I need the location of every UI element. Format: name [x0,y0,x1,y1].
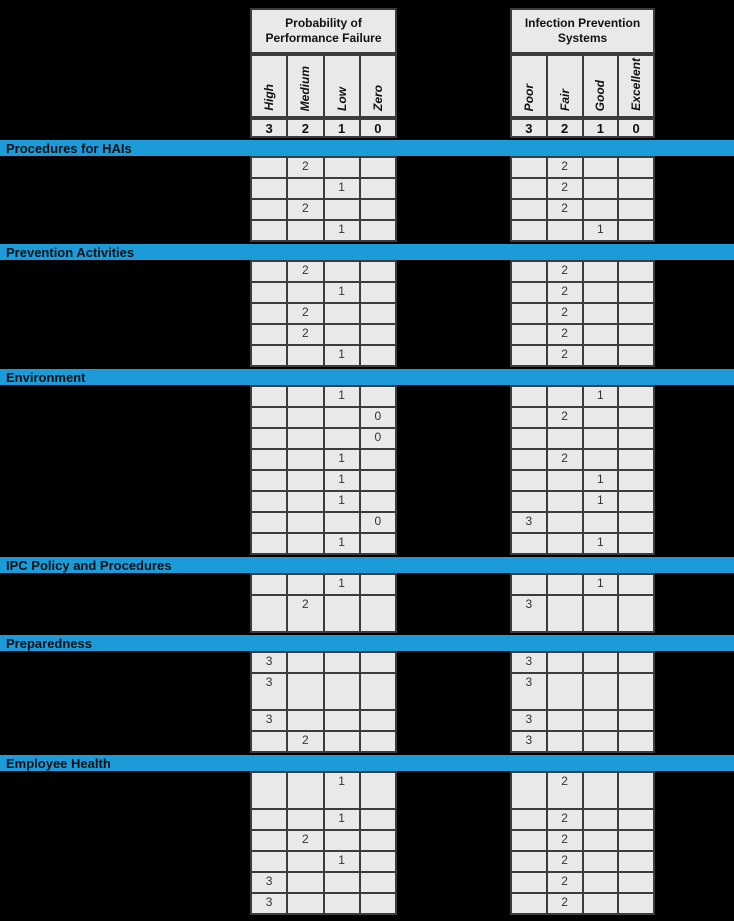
prob-score-cell [288,387,322,406]
ips-score-cell [619,179,653,198]
ips-score-cell [512,773,546,808]
column-gap [397,8,510,54]
prob-score-cell [361,492,395,511]
ips-score-cell: 2 [548,408,582,427]
prob-score-cell [361,852,395,871]
ips-score-cell [548,387,582,406]
prob-score-cell [361,262,395,281]
ips-score-cell [512,221,546,240]
prob-score-cell [252,346,286,365]
prob-score-cell [252,387,286,406]
ips-score-cell [548,596,582,631]
ips-score-cell [619,346,653,365]
ips-score-cell [619,873,653,892]
prob-score-cell [252,408,286,427]
section-rows-procedures-for-hais [0,156,734,242]
prob-failure-group-title: Probability of Performance Failure [250,8,397,54]
ips-score-cell [512,575,546,594]
prob-score-cell [361,304,395,323]
prob-score-cell [325,894,359,913]
ips-score-cell [512,408,546,427]
prob-score-cell [361,158,395,177]
column-score-poor: 3 [512,120,546,136]
prob-score-cell [288,471,322,490]
prob-score-cell: 0 [361,513,395,532]
prob-score-grid [250,118,397,138]
prob-cells-grid [250,385,397,555]
prob-score-cell: 2 [288,200,322,219]
prob-score-cell: 1 [325,346,359,365]
ips-score-cell [548,534,582,553]
prob-score-cell: 1 [325,575,359,594]
section-rows-preparedness [0,651,734,753]
ips-score-cell [512,852,546,871]
prob-score-cell [288,711,322,730]
ips-score-cell: 1 [584,492,618,511]
prob-score-cell [288,534,322,553]
prob-score-cell: 3 [252,674,286,709]
prob-cells-grid [250,771,397,915]
section-rows-environment [0,385,734,555]
ips-score-cell [584,158,618,177]
ips-score-cell [584,262,618,281]
prob-score-cell [288,221,322,240]
ips-score-cell [619,200,653,219]
column-label-fair: Fair [548,56,582,116]
prob-score-cell [361,325,395,344]
prob-score-cell [252,283,286,302]
ips-score-cell [619,674,653,709]
ips-score-cell [619,513,653,532]
prob-score-cell [361,387,395,406]
ips-score-cell [548,429,582,448]
column-score-excellent: 0 [619,120,653,136]
prob-score-cell: 1 [325,283,359,302]
ips-score-cell [584,711,618,730]
prob-score-cell [252,773,286,808]
prob-score-cell: 1 [325,450,359,469]
ips-score-cell: 2 [548,873,582,892]
prob-score-cell [288,283,322,302]
ips-score-cell [619,773,653,808]
ips-score-cell [619,304,653,323]
ips-score-cell: 3 [512,513,546,532]
prob-score-cell [325,408,359,427]
column-label-poor: Poor [512,56,546,116]
ips-cells-grid [510,385,655,555]
prob-score-cell: 1 [325,773,359,808]
ips-score-cell [512,450,546,469]
ips-score-cell [619,732,653,751]
column-score-good: 1 [584,120,618,136]
ips-score-cell [584,852,618,871]
ips-score-cell: 2 [548,179,582,198]
ips-score-cell [619,711,653,730]
prob-score-cell [288,492,322,511]
ips-score-cell: 2 [548,200,582,219]
prob-score-cell: 2 [288,262,322,281]
row-label-column-redacted [0,8,250,54]
ips-score-cell [619,325,653,344]
ips-score-cell [619,262,653,281]
section-title: IPC Policy and Procedures [6,557,172,573]
ips-score-cell: 2 [548,283,582,302]
prob-score-cell [325,158,359,177]
ips-score-cell [512,325,546,344]
column-label-excellent: Excellent [619,56,653,116]
ips-score-cell [584,200,618,219]
prob-score-cell: 1 [325,221,359,240]
prob-score-cell [361,200,395,219]
prob-score-cell: 1 [325,810,359,829]
header-title-row [0,8,734,54]
ips-score-cell: 3 [512,674,546,709]
prob-score-cell [325,304,359,323]
ips-score-cell [619,158,653,177]
prob-score-cell: 0 [361,408,395,427]
prob-score-cell: 3 [252,873,286,892]
ips-score-cell: 1 [584,575,618,594]
prob-score-cell [252,852,286,871]
section-rows-prevention-activities [0,260,734,367]
section-bar-preparedness [0,635,734,651]
ips-score-cell [512,429,546,448]
ips-score-cell: 1 [584,221,618,240]
prob-score-cell [361,810,395,829]
ips-score-cell [512,492,546,511]
ips-score-cell [512,894,546,913]
prob-score-cell [325,732,359,751]
column-label-medium: Medium [288,56,322,116]
column-score-high: 3 [252,120,286,136]
prob-score-cell: 2 [288,732,322,751]
ips-score-cell: 2 [548,304,582,323]
ips-score-cell [584,674,618,709]
ips-score-cell [512,810,546,829]
ips-score-cell: 3 [512,732,546,751]
ips-score-cell [619,283,653,302]
prob-score-cell [252,450,286,469]
ips-score-cell [584,831,618,850]
ips-score-cell [584,179,618,198]
ips-score-cell [584,513,618,532]
ips-score-cell [619,492,653,511]
ips-score-cell [512,346,546,365]
prob-score-cell [361,873,395,892]
ips-score-cell [548,711,582,730]
prob-score-cell [288,346,322,365]
prob-score-cell [252,575,286,594]
prob-score-cell [361,674,395,709]
ips-score-cell: 1 [584,534,618,553]
prob-score-cell [252,471,286,490]
ips-score-cell [584,408,618,427]
prob-score-cell [325,513,359,532]
section-title: Procedures for HAIs [6,140,132,156]
section-bar-environment [0,369,734,385]
ips-score-cell: 2 [548,325,582,344]
prob-cells-grid [250,260,397,367]
prob-label-grid [250,54,397,118]
prob-score-cell [288,179,322,198]
ips-score-cell [619,221,653,240]
ips-score-cell [548,492,582,511]
ips-label-grid [510,54,655,118]
ips-score-cell: 2 [548,450,582,469]
section-rows-employee-health [0,771,734,915]
ips-score-cell [619,894,653,913]
prob-score-cell [252,304,286,323]
ips-cells-grid [510,260,655,367]
prob-score-cell: 3 [252,894,286,913]
prob-score-cell [288,653,322,672]
prob-score-cell [325,674,359,709]
ips-score-cell [512,387,546,406]
ips-cells-grid [510,651,655,753]
prob-score-cell [361,894,395,913]
ips-score-cell [512,534,546,553]
column-label-high: High [252,56,286,116]
ips-score-cell [512,262,546,281]
ips-score-cell: 2 [548,894,582,913]
ips-score-cell [548,575,582,594]
ips-score-cell: 2 [548,852,582,871]
section-title: Environment [6,369,86,385]
section-rows-ipc-policy-and-procedures [0,573,734,633]
prob-cells-grid [250,651,397,753]
prob-score-cell: 1 [325,534,359,553]
prob-score-cell [252,596,286,631]
prob-score-cell: 2 [288,831,322,850]
ips-score-cell [548,513,582,532]
section-title: Employee Health [6,755,111,771]
prob-score-cell [288,810,322,829]
prob-score-cell [361,450,395,469]
prob-score-cell [288,873,322,892]
prob-score-cell [361,179,395,198]
ips-score-cell [512,179,546,198]
ips-score-cell [619,534,653,553]
prob-score-cell [252,534,286,553]
right-margin [655,8,734,54]
ips-score-cell: 3 [512,711,546,730]
prob-score-cell: 2 [288,596,322,631]
prob-score-cell [252,262,286,281]
ips-score-cell [584,304,618,323]
ips-score-cell: 2 [548,262,582,281]
prob-score-cell [325,653,359,672]
sections-container [0,140,734,915]
column-score-low: 1 [325,120,359,136]
ips-cells-grid [510,771,655,915]
ips-score-cell [619,852,653,871]
ips-score-cell [619,653,653,672]
prob-score-cell [361,732,395,751]
section-title: Prevention Activities [6,244,135,260]
prob-score-cell [361,346,395,365]
ips-score-cell [584,810,618,829]
prob-score-cell [325,262,359,281]
prob-score-cell: 2 [288,158,322,177]
ips-score-cell [584,325,618,344]
prob-score-cell [288,513,322,532]
ips-score-cell [512,873,546,892]
section-bar-employee-health [0,755,734,771]
prob-score-cell [361,653,395,672]
prob-score-cell: 2 [288,304,322,323]
ips-score-cell [512,158,546,177]
header-scores-row [0,118,734,138]
column-score-medium: 2 [288,120,322,136]
prob-score-cell [252,513,286,532]
ips-score-cell [548,471,582,490]
prob-score-cell [252,221,286,240]
ips-score-cell [584,596,618,631]
ips-score-cell [619,408,653,427]
prob-score-cell [361,773,395,808]
ips-score-cell [619,831,653,850]
prob-score-cell [361,596,395,631]
ips-score-cell [584,732,618,751]
prob-score-cell [288,852,322,871]
column-label-low: Low [325,56,359,116]
ips-score-cell [584,429,618,448]
ips-score-cell [548,732,582,751]
ips-score-cell [619,429,653,448]
prob-score-cell [288,575,322,594]
prob-score-cell [252,732,286,751]
ips-score-cell: 2 [548,810,582,829]
ips-cells-grid [510,573,655,633]
ips-score-cell: 1 [584,471,618,490]
section-bar-procedures-for-hais [0,140,734,156]
ips-score-cell [584,283,618,302]
prob-score-cell: 1 [325,471,359,490]
ips-score-cell [619,471,653,490]
prob-score-cell [361,575,395,594]
prob-score-cell [325,596,359,631]
section-title: Preparedness [6,635,92,651]
prob-score-cell [252,158,286,177]
prob-score-cell: 1 [325,492,359,511]
ips-score-cell: 2 [548,346,582,365]
prob-score-cell [288,773,322,808]
prob-score-cell [252,831,286,850]
prob-score-cell: 2 [288,325,322,344]
prob-score-cell [288,674,322,709]
ips-score-cell [584,873,618,892]
ips-score-cell [584,773,618,808]
column-label-zero: Zero [361,56,395,116]
header-labels-row [0,54,734,118]
prob-score-cell: 0 [361,429,395,448]
prob-score-cell [252,179,286,198]
prob-score-cell [361,711,395,730]
prob-score-cell [325,325,359,344]
column-label-good: Good [584,56,618,116]
column-score-zero: 0 [361,120,395,136]
prob-score-cell [325,831,359,850]
ips-score-cell: 2 [548,831,582,850]
ips-score-cell [619,810,653,829]
ips-score-cell [584,653,618,672]
ips-score-cell [548,221,582,240]
column-score-fair: 2 [548,120,582,136]
ips-score-cell [584,346,618,365]
section-bar-ipc-policy-and-procedures [0,557,734,573]
prob-score-cell [361,534,395,553]
prob-cells-grid [250,156,397,242]
ips-score-grid [510,118,655,138]
prob-score-cell [252,325,286,344]
ips-score-cell [548,653,582,672]
ips-score-cell [548,674,582,709]
ips-score-cell: 3 [512,596,546,631]
ips-group-title: Infection Prevention Systems [510,8,655,54]
prob-score-cell [288,408,322,427]
prob-score-cell [288,894,322,913]
prob-score-cell [325,200,359,219]
prob-score-cell [252,810,286,829]
prob-score-cell [252,429,286,448]
ips-score-cell [512,831,546,850]
ips-score-cell [584,450,618,469]
prob-score-cell [252,200,286,219]
ips-score-cell: 3 [512,653,546,672]
prob-score-cell [361,831,395,850]
prob-score-cell [325,873,359,892]
prob-score-cell: 3 [252,711,286,730]
prob-score-cell [288,429,322,448]
ips-score-cell: 1 [584,387,618,406]
ips-score-cell [512,200,546,219]
prob-score-cell: 1 [325,179,359,198]
ips-score-cell [512,471,546,490]
ips-score-cell: 2 [548,158,582,177]
ips-cells-grid [510,156,655,242]
prob-score-cell [361,221,395,240]
prob-score-cell: 3 [252,653,286,672]
ips-score-cell [619,387,653,406]
ips-score-cell [619,450,653,469]
ips-score-cell: 2 [548,773,582,808]
prob-score-cell [361,283,395,302]
prob-score-cell [288,450,322,469]
prob-score-cell: 1 [325,387,359,406]
prob-score-cell [252,492,286,511]
ips-score-cell [584,894,618,913]
prob-score-cell [361,471,395,490]
prob-score-cell [325,429,359,448]
ips-score-cell [619,575,653,594]
prob-score-cell [325,711,359,730]
ips-score-cell [512,304,546,323]
ips-score-cell [619,596,653,631]
ips-score-cell [512,283,546,302]
section-bar-prevention-activities [0,244,734,260]
prob-cells-grid [250,573,397,633]
prob-score-cell: 1 [325,852,359,871]
